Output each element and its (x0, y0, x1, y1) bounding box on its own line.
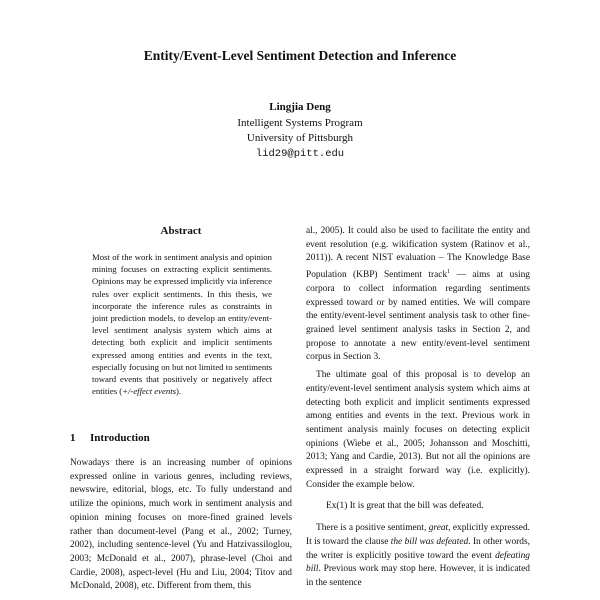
section-number: 1 (70, 432, 76, 444)
p3-i2: the bill was defeated (390, 536, 469, 547)
abstract-heading: Abstract (160, 225, 202, 237)
paragraph-kbp (306, 225, 530, 365)
paragraph-goal: The ultimate goal of this proposal is to develop an entity/event-level sentiment analysis system which aims at detecting both explicit and implicit sentiments expressed among entities and events in the text. Previous work in sentiment analysis mainly focuses on detecting explicit opinions (Wiebe et al., 2005; Johansson and Moschitti, 2013; Yang and Cardie, 2013). But not all the opinions are expressed in a straight forward way (i.e. explicitly). Consider the example below. (306, 370, 530, 490)
author-block (0, 100, 600, 162)
author-program: Intelligent Systems Program (237, 116, 363, 129)
paper-title: Entity/Event-Level Sentiment Detection and Inference (143, 48, 457, 63)
author-email[interactable]: lid29@pitt.edu (255, 147, 345, 160)
p3-b: , explicitly expressed. It is toward the clause (306, 523, 530, 547)
p3-i3: defeating bill (306, 550, 530, 575)
abstract-text: Most of the work in sentiment analysis and opinion mining focuses on extracting explicit sentiments. Opinions may be expressed implicitly via inference rules over explicit sentiments. In this thesis, we incorporate the inference rules as constraints in joint prediction models, to develop an entity/event-level sentiment analysis system which aims at detecting both explicit and implicit sentiments expressed among entities and events in the text, especially focusing on but not limited to sentiments toward events that positively or negatively affect entities ( (92, 252, 272, 397)
section-heading-introduction (70, 432, 150, 444)
p3-i1: great (428, 523, 449, 534)
p1-text-cont: — aims at using corpora to collect information regarding sentiments expressed toward or by named entities. We will compare the entity/event-level sentiment analysis task to other fine-grained level sentiment analysis tasks in Section 2, and propose to annotate a new entity/event-level sentiment corpus in Section 3. (306, 270, 530, 363)
author-university: University of Pittsburgh (246, 132, 354, 144)
right-column (306, 225, 530, 591)
abstract-end: ). (176, 386, 182, 397)
p3-c: . In other words, the writer is explicitly positive toward the event (306, 536, 530, 561)
abstract-italic: +/-effect events (122, 386, 177, 397)
p1-text: al., 2005). It could also be used to facilitate the entity and event resolution (e.g. wikification system (Ratinov et al., 2011)). A recent NIST evaluation – The Knowledge Base Population (KBP) Sentiment track (306, 226, 530, 281)
footnote-marker[interactable]: 1 (447, 269, 451, 276)
p3-d: . Previous work may stop here. However, it is indicated in the sentence (306, 564, 530, 588)
intro-paragraph: Nowadays there is an increasing number of opinions expressed online in various genres, including reviews, newswire, editorial, blogs, etc. To fully understand and utilize the opinions, much work in sentiment analysis and opinion mining focuses on more-fined grained levels rather than document-level (Pang et al., 2002; Turney, 2002), including sentence-level (Yu and Hatzivassiloglou, 2003; McDonald et al., 2007), phrase-level (Choi and Cardie, 2008), aspect-level (Hu and Liu, 2004; Titov and McDonald, 2008), etc. Different from them, this (70, 458, 292, 592)
p3-a: There is a positive sentiment, (316, 523, 429, 534)
abstract-body (92, 251, 272, 397)
paragraph-analysis (306, 522, 530, 591)
example-sentence: Ex(1) It is great that the bill was defeated. (326, 501, 484, 512)
author-name: Lingjia Deng (269, 101, 331, 113)
section-title: Introduction (90, 432, 150, 444)
